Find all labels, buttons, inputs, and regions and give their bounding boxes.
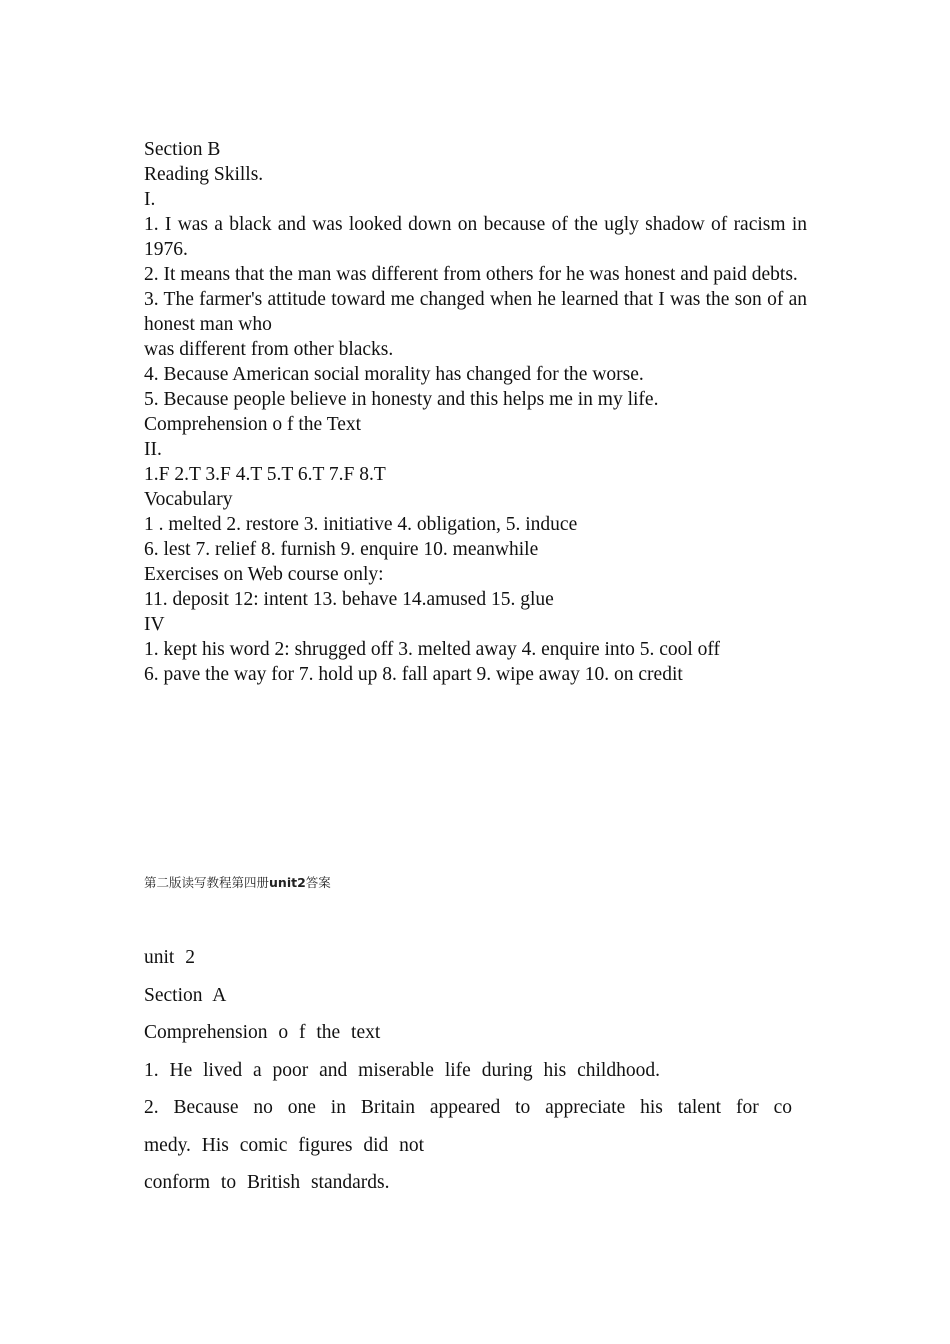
answers-ii: 1.F 2.T 3.F 4.T 5.T 6.T 7.F 8.T [144,464,386,485]
web-course-line: 11. deposit 12: intent 13. behave 14.amused 15. glue [144,589,554,610]
reading-skills-heading: Reading Skills. [144,164,264,185]
answer-i-3: 3. The farmer's attitude toward me changed when he learned that I was the son of an honest man who [144,289,807,335]
web-course-heading: Exercises on Web course only: [144,564,384,585]
part-ii-label: II. [144,439,162,460]
answer-i-4: 4. Because American social morality has changed for the worse. [144,364,644,385]
iv-line-2: 6. pave the way for 7. hold up 8. fall apart 9. wipe away 10. on credit [144,664,683,685]
part-iv-label: IV [144,614,165,635]
title-suffix: 答案 [305,875,331,890]
unit-2-answer-1: 1. He lived a poor and miserable life during his childhood. [144,1059,660,1081]
section-b-answers [144,137,807,687]
title-prefix: 第二版读写教程第四册 [144,875,270,890]
iv-line-1: 1. kept his word 2: shrugged off 3. melted away 4. enquire into 5. cool off [144,639,721,660]
comprehension-text-heading: Comprehension o f the text [144,1022,381,1043]
answer-i-1: 1. I was a black and was looked down on because of the ugly shadow of racism in 1976. [144,214,807,260]
vocabulary-line-1: 1 . melted 2. restore 3. initiative 4. obligation, 5. induce [144,514,578,535]
comprehension-heading: Comprehension o f the Text [144,414,362,435]
title-unit: unit2 [269,875,306,890]
document-title [144,874,331,892]
answer-i-2: 2. It means that the man was different from others for he was honest and paid debts. [144,264,798,285]
unit-label: unit 2 [144,947,195,968]
section-heading: Section B [144,139,221,160]
vocabulary-line-2: 6. lest 7. relief 8. furnish 9. enquire 10. meanwhile [144,539,539,560]
unit-2-answer-2: 2. Because no one in Britain appeared to appreciate his talent for co medy. His comic figures did not [144,1097,792,1156]
answer-i-3-continued: was different from other blacks. [144,339,394,360]
unit-2-answers [144,939,792,1202]
vocabulary-heading: Vocabulary [144,489,233,510]
unit-2-answer-2-continued: conform to British standards. [144,1172,390,1193]
part-i-label: I. [144,189,156,210]
section-a-label: Section A [144,984,227,1006]
answer-i-5: 5. Because people believe in honesty and this helps me in my life. [144,389,659,410]
